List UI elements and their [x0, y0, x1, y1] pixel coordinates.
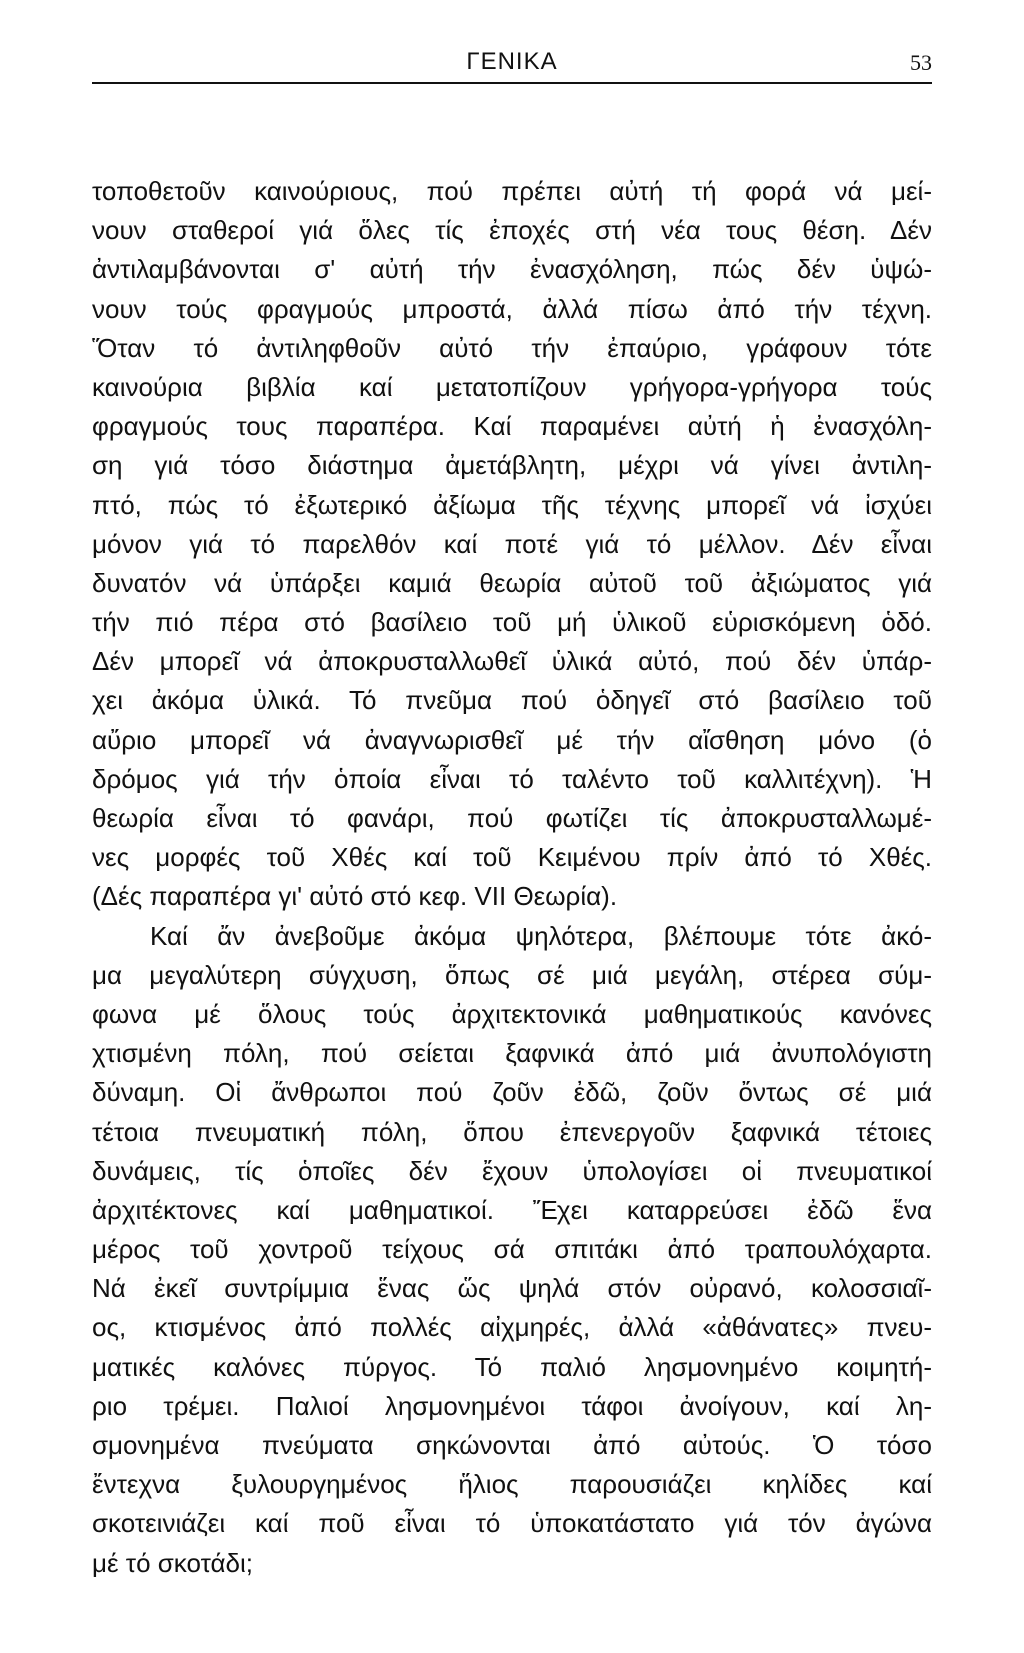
- text-line: τέτοια πνευματική πόλη, ὅπου ἐπενεργοῦν ξαφνικά τέτοιες: [92, 1116, 932, 1147]
- body-text: [92, 172, 932, 1583]
- text-line: νουν τούς φραγμούς μπροστά, ἀλλά πίσω ἀπό τήν τέχνη.: [92, 293, 932, 324]
- text-line: αὔριο μπορεῖ νά ἀναγνωρισθεῖ μέ τήν αἴσθηση μόνο (ὁ: [92, 724, 932, 755]
- text-line: σκοτεινιάζει καί ποῦ εἶναι τό ὑποκατάστατο γιά τόν ἀγώνα: [92, 1508, 932, 1539]
- page-number: 53: [910, 50, 932, 75]
- text-line: δυνατόν νά ὑπάρξει καμιά θεωρία αὐτοῦ τοῦ ἀξιώματος γιά: [92, 567, 932, 598]
- text-line: τήν πιό πέρα στό βασίλειο τοῦ μή ὑλικοῦ εὑρισκόμενη ὁδό.: [92, 607, 932, 638]
- running-head: ΓΕΝΙΚΑ: [466, 48, 558, 75]
- text-line: ση γιά τόσο διάστημα ἀμετάβλητη, μέχρι νά γίνει ἀντιλη-: [92, 450, 932, 481]
- text-line: χει ἀκόμα ὑλικά. Τό πνεῦμα πού ὁδηγεῖ στό βασίλειο τοῦ: [92, 685, 932, 716]
- text-line: μα μεγαλύτερη σύγχυση, ὅπως σέ μιά μεγάλη, στέρεα σύμ-: [92, 959, 932, 990]
- text-line: Καί ἄν ἀνεβοῦμε ἀκόμα ψηλότερα, βλέπουμε τότε ἀκό-: [150, 920, 932, 951]
- text-line: σμονημένα πνεύματα σηκώνονται ἀπό αὐτούς. Ὁ τόσο: [92, 1430, 932, 1460]
- text-line: ριο τρέμει. Παλιοί λησμονημένοι τάφοι ἀνοίγουν, καί λη-: [92, 1390, 932, 1421]
- text-line: μέ τό σκοτάδι;: [92, 1547, 253, 1578]
- paragraph: [92, 172, 932, 917]
- text-line: ἀρχιτέκτονες καί μαθηματικοί. Ἔχει καταρρεύσει ἐδῶ ἕνα: [92, 1194, 932, 1225]
- text-line: νες μορφές τοῦ Χθές καί τοῦ Κειμένου πρίν ἀπό τό Χθές.: [92, 842, 932, 873]
- text-line: μόνον γιά τό παρελθόν καί ποτέ γιά τό μέλλον. Δέν εἶναι: [92, 528, 932, 559]
- text-line: (Δές παραπέρα γι' αὐτό στό κεφ. VII Θεωρία).: [92, 881, 618, 912]
- text-line: ἀντιλαμβάνονται σ' αὐτή τήν ἐνασχόληση, πώς δέν ὑψώ-: [92, 254, 932, 285]
- text-line: δύναμη. Οἱ ἄνθρωποι πού ζοῦν ἐδῶ, ζοῦν ὄντως σέ μιά: [92, 1077, 932, 1108]
- text-line: Δέν μπορεῖ νά ἀποκρυσταλλωθεῖ ὑλικά αὐτό, πού δέν ὑπάρ-: [92, 646, 932, 677]
- text-line: νουν σταθεροί γιά ὅλες τίς ἐποχές στή νέα τους θέση. Δέν: [92, 215, 932, 246]
- text-line: καινούρια βιβλία καί μετατοπίζουν γρήγορα-γρήγορα τούς: [92, 371, 932, 402]
- text-line: ματικές καλόνες πύργος. Τό παλιό λησμονημένο κοιμητή-: [92, 1351, 932, 1382]
- text-line: δρόμος γιά τήν ὁποία εἶναι τό ταλέντο τοῦ καλλιτέχνη). Ἡ: [92, 763, 932, 794]
- text-line: πτό, πώς τό ἐξωτερικό ἀξίωμα τῆς τέχνης μπορεῖ νά ἰσχύει: [92, 489, 932, 520]
- text-line: ος, κτισμένος ἀπό πολλές αἰχμηρές, ἀλλά «ἀθάνατες» πνευ-: [92, 1312, 932, 1343]
- text-line: θεωρία εἶναι τό φανάρι, πού φωτίζει τίς ἀποκρυσταλλωμέ-: [92, 803, 932, 833]
- text-line: φραγμούς τους παραπέρα. Καί παραμένει αὐτή ἡ ἐνασχόλη-: [92, 411, 932, 442]
- text-line: Νά ἐκεῖ συντρίμμια ἕνας ὥς ψηλά στόν οὐρανό, κολοσσιαῖ-: [92, 1273, 932, 1304]
- text-line: χτισμένη πόλη, πού σείεται ξαφνικά ἀπό μιά ἀνυπολόγιστη: [92, 1038, 932, 1069]
- text-line: μέρος τοῦ χοντροῦ τείχους σά σπιτάκι ἀπό τραπουλόχαρτα.: [92, 1234, 932, 1265]
- page-header: [92, 42, 932, 82]
- text-line: φωνα μέ ὅλους τούς ἀρχιτεκτονικά μαθηματικούς κανόνες: [92, 998, 932, 1029]
- paragraph: [92, 917, 932, 1583]
- text-line: Ὅταν τό ἀντιληφθοῦν αὐτό τήν ἐπαύριο, γράφουν τότε: [92, 332, 932, 363]
- text-line: ἔντεχνα ξυλουργημένος ἥλιος παρουσιάζει κηλίδες καί: [92, 1469, 932, 1500]
- header-rule: [92, 82, 932, 84]
- text-line: δυνάμεις, τίς ὁποῖες δέν ἔχουν ὑπολογίσει οἱ πνευματικοί: [92, 1155, 932, 1186]
- text-line: τοποθετοῦν καινούριους, πού πρέπει αὐτή τή φορά νά μεί-: [92, 176, 932, 206]
